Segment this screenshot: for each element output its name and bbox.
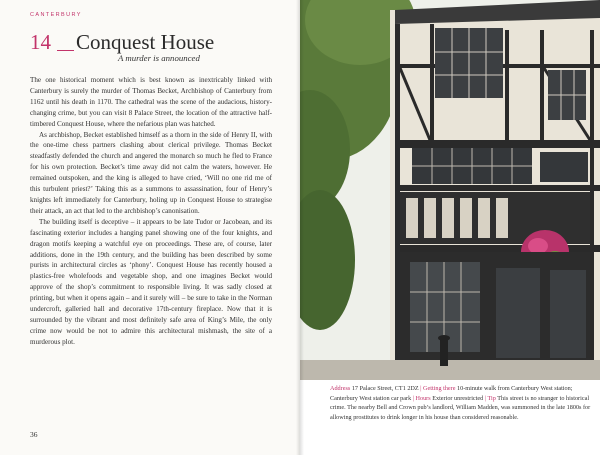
title-rule [57, 50, 74, 51]
conquest-house-photo [300, 0, 600, 400]
caption-hours-label: Hours [415, 394, 431, 402]
body-paragraph: As archbishop, Becket established himself as a thorn in the side of Henry II, with the one-time chess partners clashing about clerical privilege. Thomas Becket steadfastly defended the church and angered the monarch so much he fled to France for his own protection. Becket’s time away did not calm the waters, however. He remained outspoken, and the king is alleged to have cried, ‘Will no one rid me of this turbulent priest?’ Taking this as a summons to assassination, four of Henry’s knights left immediately for Canterbury, holing up in Conquest House to strategise their attack, an act that led to the archbishop’s canonisation. [30, 130, 272, 215]
caption-hours: Exterior unrestricted [432, 394, 484, 402]
caption-address-label: Address [330, 385, 351, 392]
chapter-number: 14 [30, 30, 51, 54]
page-number: 36 [30, 430, 38, 439]
caption-tip-label: Tip [487, 394, 496, 402]
caption-separator: | [484, 394, 487, 402]
body-text [30, 75, 272, 348]
body-paragraph: The one historical moment which is best known as inextricably linked with Canterbury is surely the murder of Thomas Becket, Archbishop of Canterbury from 1162 until his death in 1170. The cathedral was the scene of the audacious, history-changing crime, but you can visit 8 Palace Street, the location of the attractive half-timbered Conquest House, where the nefarious plan was hatched. [30, 76, 272, 128]
photo-caption [330, 384, 592, 422]
running-head: CANTERBURY [30, 12, 82, 18]
caption-getting-label: Getting there [423, 385, 456, 392]
caption-address: 17 Palace Street, CT1 2DZ [351, 385, 419, 392]
caption-separator: | [420, 385, 422, 392]
caption-separator: | [412, 394, 414, 402]
chapter-subtitle: A murder is announced [118, 53, 200, 63]
page-gutter [296, 0, 304, 455]
caption-getting: 10-minute walk from Canterbury West station; Canterbury West station car park [330, 385, 573, 402]
chapter-title: Conquest House [76, 30, 215, 54]
caption-tip: This street is no stranger to historical crime. The nearby Bell and Crown pub’s landlord, William Madden, was summoned in the late 1800s for allowing prostitutes to drink longer in his house than considered reasonable. [330, 394, 591, 421]
body-paragraph: The building itself is deceptive – it appears to be late Tudor or Jacobean, and its fascinating exterior includes a hanging panel showing one of the four knights, and dragon motifs keeping a watchful eye on proceedings. These are, of course, later additions, done in the 19th century, and the building has been described by some purists in architectural circles as ‘phony’. Conquest House has recently housed a plastics-free wholefoods and vegetable shop, and one imagines Becket would approve of the shop’s commitment to responsible living. It was sadly closed at printing, but when it opens again – and it surely will – be sure to take in the Norman undercroft, galleried hall and decorative 17th-century fireplace. Now that it is surrounded by the vibrant and most definitely safe area of King’s Mile, the only crime now would be not to admire this architectural mishmash, the site of a murderous plot. [30, 217, 272, 346]
